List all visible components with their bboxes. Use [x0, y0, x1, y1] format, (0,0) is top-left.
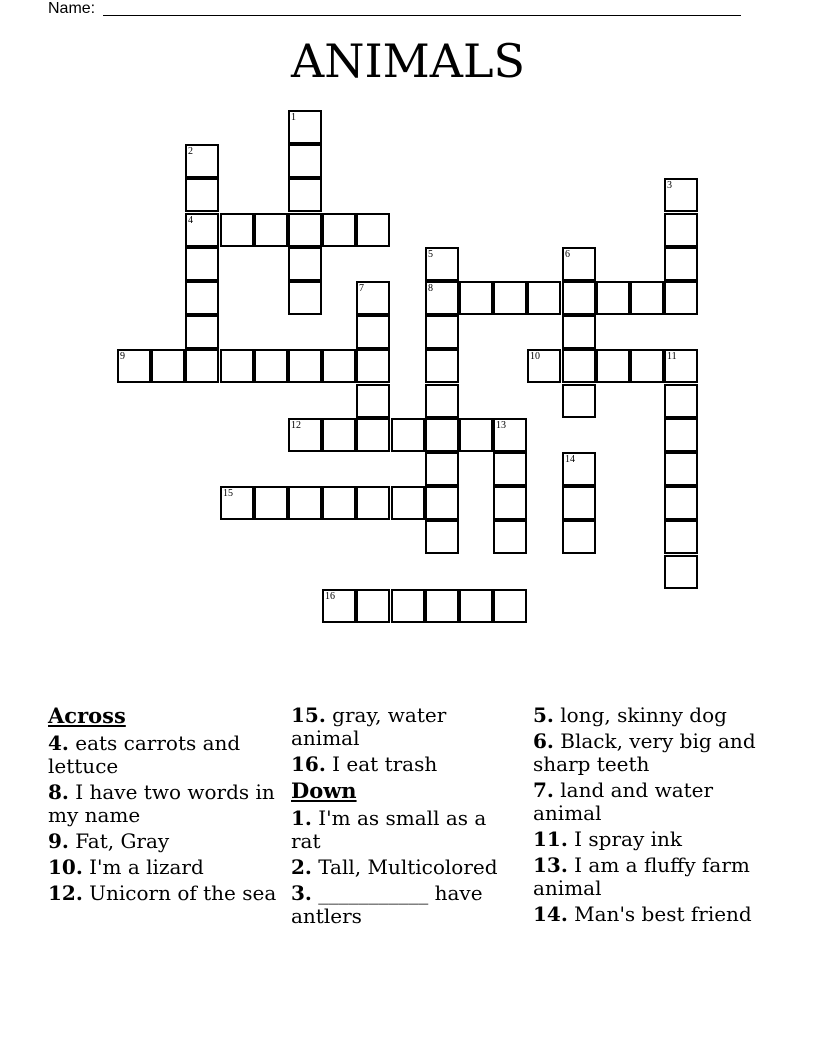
- grid-cell[interactable]: [562, 349, 596, 383]
- clue-down-13: [533, 854, 758, 900]
- grid-cell[interactable]: [493, 418, 527, 452]
- clue-down-6: [533, 730, 758, 776]
- cell-number: 13: [496, 420, 506, 431]
- grid-cell[interactable]: [425, 247, 459, 281]
- grid-cell[interactable]: [562, 384, 596, 418]
- grid-cell[interactable]: [185, 213, 219, 247]
- clue-number: 9.: [48, 829, 69, 853]
- clue-number: 13.: [533, 853, 568, 877]
- grid-cell[interactable]: [356, 384, 390, 418]
- clue-number: 6.: [533, 729, 554, 753]
- grid-cell[interactable]: [630, 349, 664, 383]
- clue-across-15: [291, 704, 511, 750]
- grid-cell[interactable]: [596, 281, 630, 315]
- grid-cell[interactable]: [562, 281, 596, 315]
- cell-number: 10: [530, 351, 540, 362]
- grid-cell[interactable]: [425, 520, 459, 554]
- clue-number: 4.: [48, 731, 69, 755]
- grid-cell[interactable]: [664, 349, 698, 383]
- clue-down-3: [291, 882, 511, 928]
- grid-cell[interactable]: [220, 213, 254, 247]
- grid-cell[interactable]: [493, 589, 527, 623]
- clue-number: 10.: [48, 855, 83, 879]
- grid-cell[interactable]: [356, 349, 390, 383]
- grid-cell[interactable]: [562, 486, 596, 520]
- page-title: ANIMALS: [290, 34, 526, 88]
- grid-cell[interactable]: [425, 486, 459, 520]
- cell-number: 12: [291, 420, 301, 431]
- clue-text: eats carrots and lettuce: [48, 731, 241, 778]
- clue-text: gray, water animal: [291, 703, 447, 750]
- grid-cell[interactable]: [562, 452, 596, 486]
- cell-number: 1: [291, 112, 296, 123]
- grid-cell[interactable]: [664, 555, 698, 589]
- clue-down-2: [291, 856, 511, 879]
- clue-text: ___________ have antlers: [291, 881, 483, 928]
- grid-cell[interactable]: [664, 178, 698, 212]
- cell-number: 8: [428, 283, 433, 294]
- grid-cell[interactable]: [288, 110, 322, 144]
- grid-cell[interactable]: [425, 452, 459, 486]
- grid-cell[interactable]: [664, 452, 698, 486]
- grid-cell[interactable]: [493, 281, 527, 315]
- grid-cell[interactable]: [664, 520, 698, 554]
- clue-text: Unicorn of the sea: [82, 881, 277, 905]
- grid-cell[interactable]: [322, 486, 356, 520]
- clue-number: 1.: [291, 806, 312, 830]
- grid-cell[interactable]: [493, 452, 527, 486]
- clue-across-8: [48, 781, 278, 827]
- grid-cell[interactable]: [356, 315, 390, 349]
- clue-text: Black, very big and sharp teeth: [533, 729, 756, 776]
- clue-number: 12.: [48, 881, 83, 905]
- grid-cell[interactable]: [664, 281, 698, 315]
- grid-cell[interactable]: [288, 349, 322, 383]
- clue-text: I am a fluffy farm animal: [533, 853, 750, 900]
- clue-number: 3.: [291, 881, 312, 905]
- clue-across-12: [48, 882, 278, 905]
- grid-cell[interactable]: [391, 589, 425, 623]
- cell-number: 15: [223, 488, 233, 499]
- grid-cell[interactable]: [425, 315, 459, 349]
- clue-column-3: [533, 704, 758, 929]
- grid-cell[interactable]: [664, 418, 698, 452]
- grid-cell[interactable]: [562, 315, 596, 349]
- grid-cell[interactable]: [356, 418, 390, 452]
- clue-number: 7.: [533, 778, 554, 802]
- clue-text: I'm a lizard: [82, 855, 204, 879]
- clue-text: I spray ink: [567, 827, 683, 851]
- grid-cell[interactable]: [527, 281, 561, 315]
- grid-cell[interactable]: [664, 247, 698, 281]
- clue-number: 11.: [533, 827, 568, 851]
- cell-number: 14: [565, 454, 575, 465]
- grid-cell[interactable]: [425, 349, 459, 383]
- clue-text: Tall, Multicolored: [311, 855, 498, 879]
- grid-cell[interactable]: [664, 213, 698, 247]
- grid-cell[interactable]: [664, 384, 698, 418]
- clue-down-5: [533, 704, 758, 727]
- clue-column-1: [48, 704, 278, 908]
- clue-number: 8.: [48, 780, 69, 804]
- name-label: Name:: [48, 0, 96, 17]
- grid-cell[interactable]: [185, 178, 219, 212]
- clue-down-7: [533, 779, 758, 825]
- grid-cell[interactable]: [425, 384, 459, 418]
- grid-cell[interactable]: [288, 144, 322, 178]
- grid-cell[interactable]: [185, 281, 219, 315]
- grid-cell[interactable]: [356, 589, 390, 623]
- grid-cell[interactable]: [356, 486, 390, 520]
- grid-cell[interactable]: [425, 418, 459, 452]
- cell-number: 6: [565, 249, 570, 260]
- grid-cell[interactable]: [391, 486, 425, 520]
- grid-cell[interactable]: [322, 349, 356, 383]
- grid-cell[interactable]: [630, 281, 664, 315]
- clue-number: 5.: [533, 703, 554, 727]
- cell-number: 11: [667, 351, 677, 362]
- grid-cell[interactable]: [356, 281, 390, 315]
- grid-cell[interactable]: [185, 144, 219, 178]
- cell-number: 2: [188, 146, 193, 157]
- cell-number: 4: [188, 215, 193, 226]
- grid-cell[interactable]: [459, 418, 493, 452]
- grid-cell[interactable]: [322, 418, 356, 452]
- grid-cell[interactable]: [562, 247, 596, 281]
- grid-cell[interactable]: [288, 486, 322, 520]
- grid-cell[interactable]: [254, 213, 288, 247]
- across-heading: Across: [48, 703, 126, 728]
- grid-cell[interactable]: [288, 247, 322, 281]
- clue-text: land and water animal: [533, 778, 714, 825]
- grid-cell[interactable]: [459, 589, 493, 623]
- grid-cell[interactable]: [425, 281, 459, 315]
- grid-cell[interactable]: [527, 349, 561, 383]
- grid-cell[interactable]: [254, 349, 288, 383]
- cell-number: 5: [428, 249, 433, 260]
- down-heading: Down: [291, 778, 357, 803]
- clue-number: 16.: [291, 752, 326, 776]
- clue-number: 14.: [533, 902, 568, 926]
- grid-cell[interactable]: [391, 418, 425, 452]
- grid-cell[interactable]: [220, 349, 254, 383]
- clue-down-1: [291, 807, 511, 853]
- grid-cell[interactable]: [288, 213, 322, 247]
- cell-number: 3: [667, 180, 672, 191]
- grid-cell[interactable]: [493, 520, 527, 554]
- cell-number: 16: [325, 591, 335, 602]
- clue-number: 15.: [291, 703, 326, 727]
- grid-cell[interactable]: [596, 349, 630, 383]
- clue-number: 2.: [291, 855, 312, 879]
- grid-cell[interactable]: [185, 349, 219, 383]
- grid-cell[interactable]: [562, 520, 596, 554]
- clue-text: I have two words in my name: [48, 780, 275, 827]
- clue-across-16: [291, 753, 511, 776]
- grid-cell[interactable]: [288, 281, 322, 315]
- clue-across-9: [48, 830, 278, 853]
- grid-cell[interactable]: [288, 178, 322, 212]
- grid-cell[interactable]: [185, 315, 219, 349]
- cell-number: 7: [359, 283, 364, 294]
- clue-across-10: [48, 856, 278, 879]
- grid-cell[interactable]: [459, 281, 493, 315]
- clue-text: long, skinny dog: [553, 703, 727, 727]
- clue-down-14: [533, 903, 758, 926]
- cell-number: 9: [120, 351, 125, 362]
- clue-text: Fat, Gray: [68, 829, 170, 853]
- grid-cell[interactable]: [493, 486, 527, 520]
- grid-cell[interactable]: [322, 213, 356, 247]
- clue-column-2: [291, 704, 511, 931]
- grid-cell[interactable]: [664, 486, 698, 520]
- grid-cell[interactable]: [151, 349, 185, 383]
- grid-cell[interactable]: [288, 418, 322, 452]
- clue-across-4: [48, 732, 278, 778]
- clue-text: I'm as small as a rat: [291, 806, 487, 853]
- grid-cell[interactable]: [254, 486, 288, 520]
- grid-cell[interactable]: [185, 247, 219, 281]
- grid-cell[interactable]: [220, 486, 254, 520]
- grid-cell[interactable]: [356, 213, 390, 247]
- clue-text: I eat trash: [325, 752, 438, 776]
- clue-text: Man's best friend: [567, 902, 752, 926]
- grid-cell[interactable]: [117, 349, 151, 383]
- grid-cell[interactable]: [425, 589, 459, 623]
- clue-down-11: [533, 828, 758, 851]
- grid-cell[interactable]: [322, 589, 356, 623]
